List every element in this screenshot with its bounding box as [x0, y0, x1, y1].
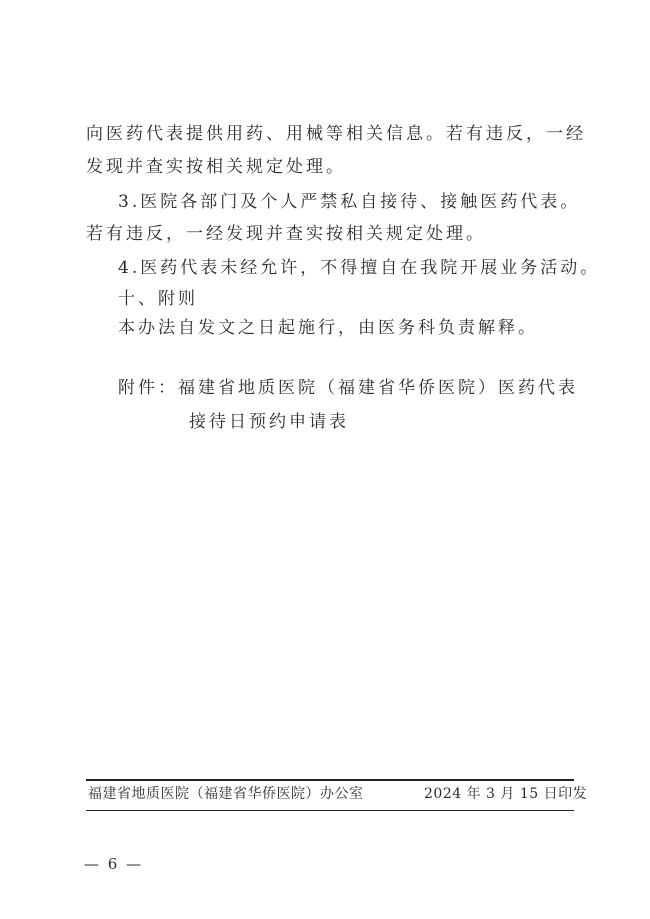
footer-print-date: 2024 年 3 月 15 日印发 [424, 786, 588, 802]
body-line: 向医药代表提供用药、用械等相关信息。若有违反，一经 [86, 124, 586, 144]
body-line: 若有违反，一经发现并查实按相关规定处理。 [86, 224, 486, 244]
footer-issuer: 福建省地质医院（福建省华侨医院）办公室 [88, 786, 364, 802]
body-line: 4.医药代表未经允许，不得擅自在我院开展业务活动。 [118, 258, 601, 278]
body-line: 3.医院各部门及个人严禁私自接待、接触医药代表。 [118, 192, 581, 212]
page-number: — 6 — [84, 855, 144, 873]
footer-top-rule [86, 779, 574, 781]
body-line: 发现并查实按相关规定处理。 [86, 157, 346, 177]
attachment-line: 附件：福建省地质医院（福建省华侨医院）医药代表 [118, 378, 578, 398]
section-heading: 十、附则 [118, 289, 198, 309]
footer-bottom-rule [86, 810, 574, 811]
attachment-line: 接待日预约申请表 [189, 412, 349, 432]
body-line: 本办法自发文之日起施行，由医务科负责解释。 [118, 318, 538, 338]
